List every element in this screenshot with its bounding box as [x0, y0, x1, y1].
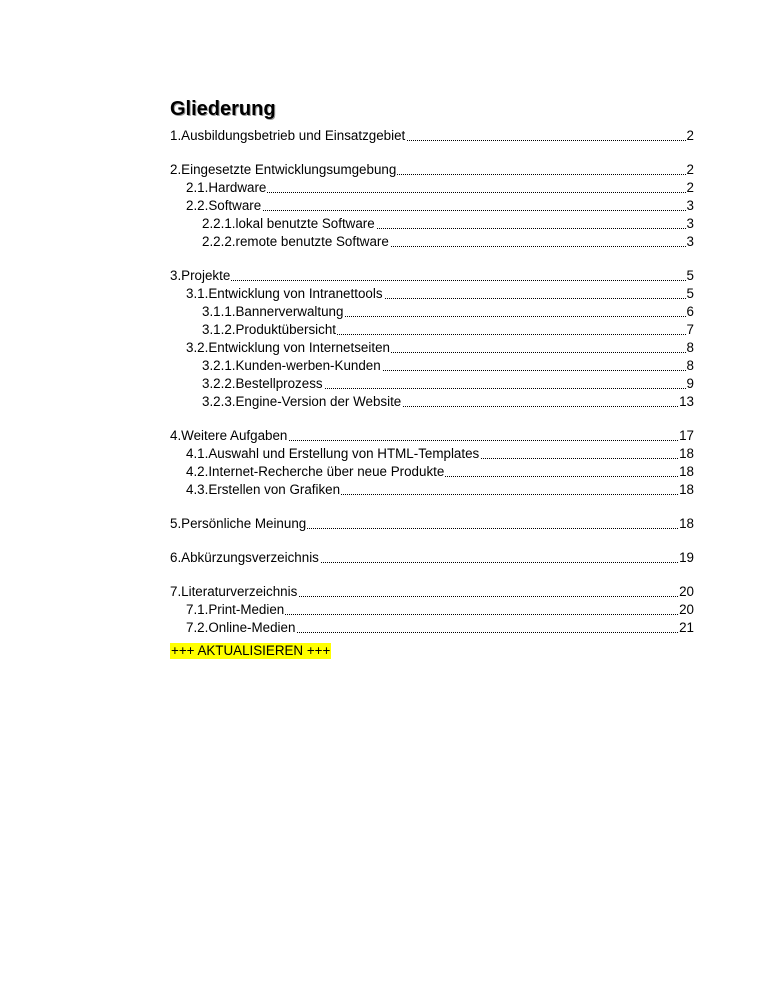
toc-entry-title: 3.1.Entwicklung von Intranettools [186, 286, 383, 301]
toc-entry-title: 3.2.1.Kunden-werben-Kunden [202, 358, 381, 373]
toc-entry[interactable] [170, 215, 694, 233]
toc-entry[interactable] [170, 339, 694, 357]
toc-entry[interactable] [170, 463, 694, 481]
toc-entry[interactable] [170, 601, 694, 619]
toc-entry-page-number: 5 [686, 286, 694, 301]
toc-entry-title: 3.1.2.Produktübersicht [202, 322, 336, 337]
toc-entry-title: 2.Eingesetzte Entwicklungsumgebung [170, 162, 397, 177]
section-spacer [170, 411, 694, 427]
toc-entry[interactable] [170, 285, 694, 303]
toc-entry-title: 2.2.1.lokal benutzte Software [202, 216, 375, 231]
table-of-contents [170, 127, 694, 637]
toc-entry[interactable] [170, 481, 694, 499]
toc-entry[interactable] [170, 549, 694, 567]
toc-entry-title: 4.2.Internet-Recherche über neue Produkte [186, 464, 445, 479]
toc-entry-title: 2.2.Software [186, 198, 262, 213]
toc-entry[interactable] [170, 179, 694, 197]
toc-entry[interactable] [170, 619, 694, 637]
toc-entry-title: 3.Projekte [170, 268, 231, 283]
toc-entry-title: 3.2.3.Engine-Version der Website [202, 394, 402, 409]
toc-entry-title: 4.Weitere Aufgaben [170, 428, 288, 443]
toc-entry-page-number: 3 [686, 216, 694, 231]
toc-entry-page-number: 20 [679, 602, 694, 617]
toc-entry-page-number: 5 [686, 268, 694, 283]
toc-entry[interactable] [170, 161, 694, 179]
toc-entry[interactable] [170, 197, 694, 215]
toc-entry-page-number: 19 [679, 550, 694, 565]
toc-entry-title: 2.1.Hardware [186, 180, 267, 195]
toc-entry-title: 7.2.Online-Medien [186, 620, 296, 635]
toc-entry-title: 4.1.Auswahl und Erstellung von HTML-Templates [186, 446, 480, 461]
toc-entry-title: 7.Literaturverzeichnis [170, 584, 298, 599]
toc-entry-page-number: 18 [679, 446, 694, 461]
toc-entry-title: 1.Ausbildungsbetrieb und Einsatzgebiet [170, 128, 406, 143]
update-note: +++ AKTUALISIEREN +++ [171, 643, 331, 658]
toc-entry-page-number: 8 [686, 340, 694, 355]
toc-entry-page-number: 18 [679, 482, 694, 497]
toc-entry-page-number: 21 [679, 620, 694, 635]
toc-entry-page-number: 9 [686, 376, 694, 391]
toc-entry[interactable] [170, 515, 694, 533]
toc-entry-page-number: 8 [686, 358, 694, 373]
toc-entry-page-number: 2 [686, 128, 694, 143]
toc-entry-page-number: 18 [679, 464, 694, 479]
toc-entry-title: 3.1.1.Bannerverwaltung [202, 304, 344, 319]
dot-leader [186, 210, 694, 211]
toc-entry-page-number: 2 [686, 180, 694, 195]
toc-entry-page-number: 17 [679, 428, 694, 443]
dot-leader [170, 280, 694, 281]
toc-entry-page-number: 3 [686, 198, 694, 213]
toc-entry[interactable] [170, 233, 694, 251]
section-spacer [170, 567, 694, 583]
toc-entry-page-number: 3 [686, 234, 694, 249]
toc-entry-title: 2.2.2.remote benutzte Software [202, 234, 389, 249]
toc-entry-title: 7.1.Print-Medien [186, 602, 285, 617]
toc-entry[interactable] [170, 393, 694, 411]
toc-entry-title: 4.3.Erstellen von Grafiken [186, 482, 341, 497]
toc-entry[interactable] [170, 127, 694, 145]
toc-entry-page-number: 6 [686, 304, 694, 319]
section-spacer [170, 145, 694, 161]
toc-entry-title: 3.2.2.Bestellprozess [202, 376, 323, 391]
toc-entry[interactable] [170, 583, 694, 601]
toc-entry-page-number: 13 [679, 394, 694, 409]
toc-entry[interactable] [170, 445, 694, 463]
document-page [170, 96, 694, 660]
toc-entry[interactable] [170, 303, 694, 321]
toc-entry-title: 5.Persönliche Meinung [170, 516, 307, 531]
toc-entry[interactable] [170, 427, 694, 445]
toc-entry-page-number: 2 [686, 162, 694, 177]
toc-entry[interactable] [170, 267, 694, 285]
toc-entry-page-number: 20 [679, 584, 694, 599]
toc-entry[interactable] [170, 375, 694, 393]
toc-entry[interactable] [170, 357, 694, 375]
toc-entry-page-number: 18 [679, 516, 694, 531]
section-spacer [170, 533, 694, 549]
section-spacer [170, 499, 694, 515]
toc-entry-title: 6.Abkürzungsverzeichnis [170, 550, 319, 565]
toc-entry[interactable] [170, 321, 694, 339]
toc-entry-page-number: 7 [686, 322, 694, 337]
section-spacer [170, 251, 694, 267]
toc-entry-title: 3.2.Entwicklung von Internetseiten [186, 340, 390, 355]
page-title: Gliederung [170, 98, 276, 120]
